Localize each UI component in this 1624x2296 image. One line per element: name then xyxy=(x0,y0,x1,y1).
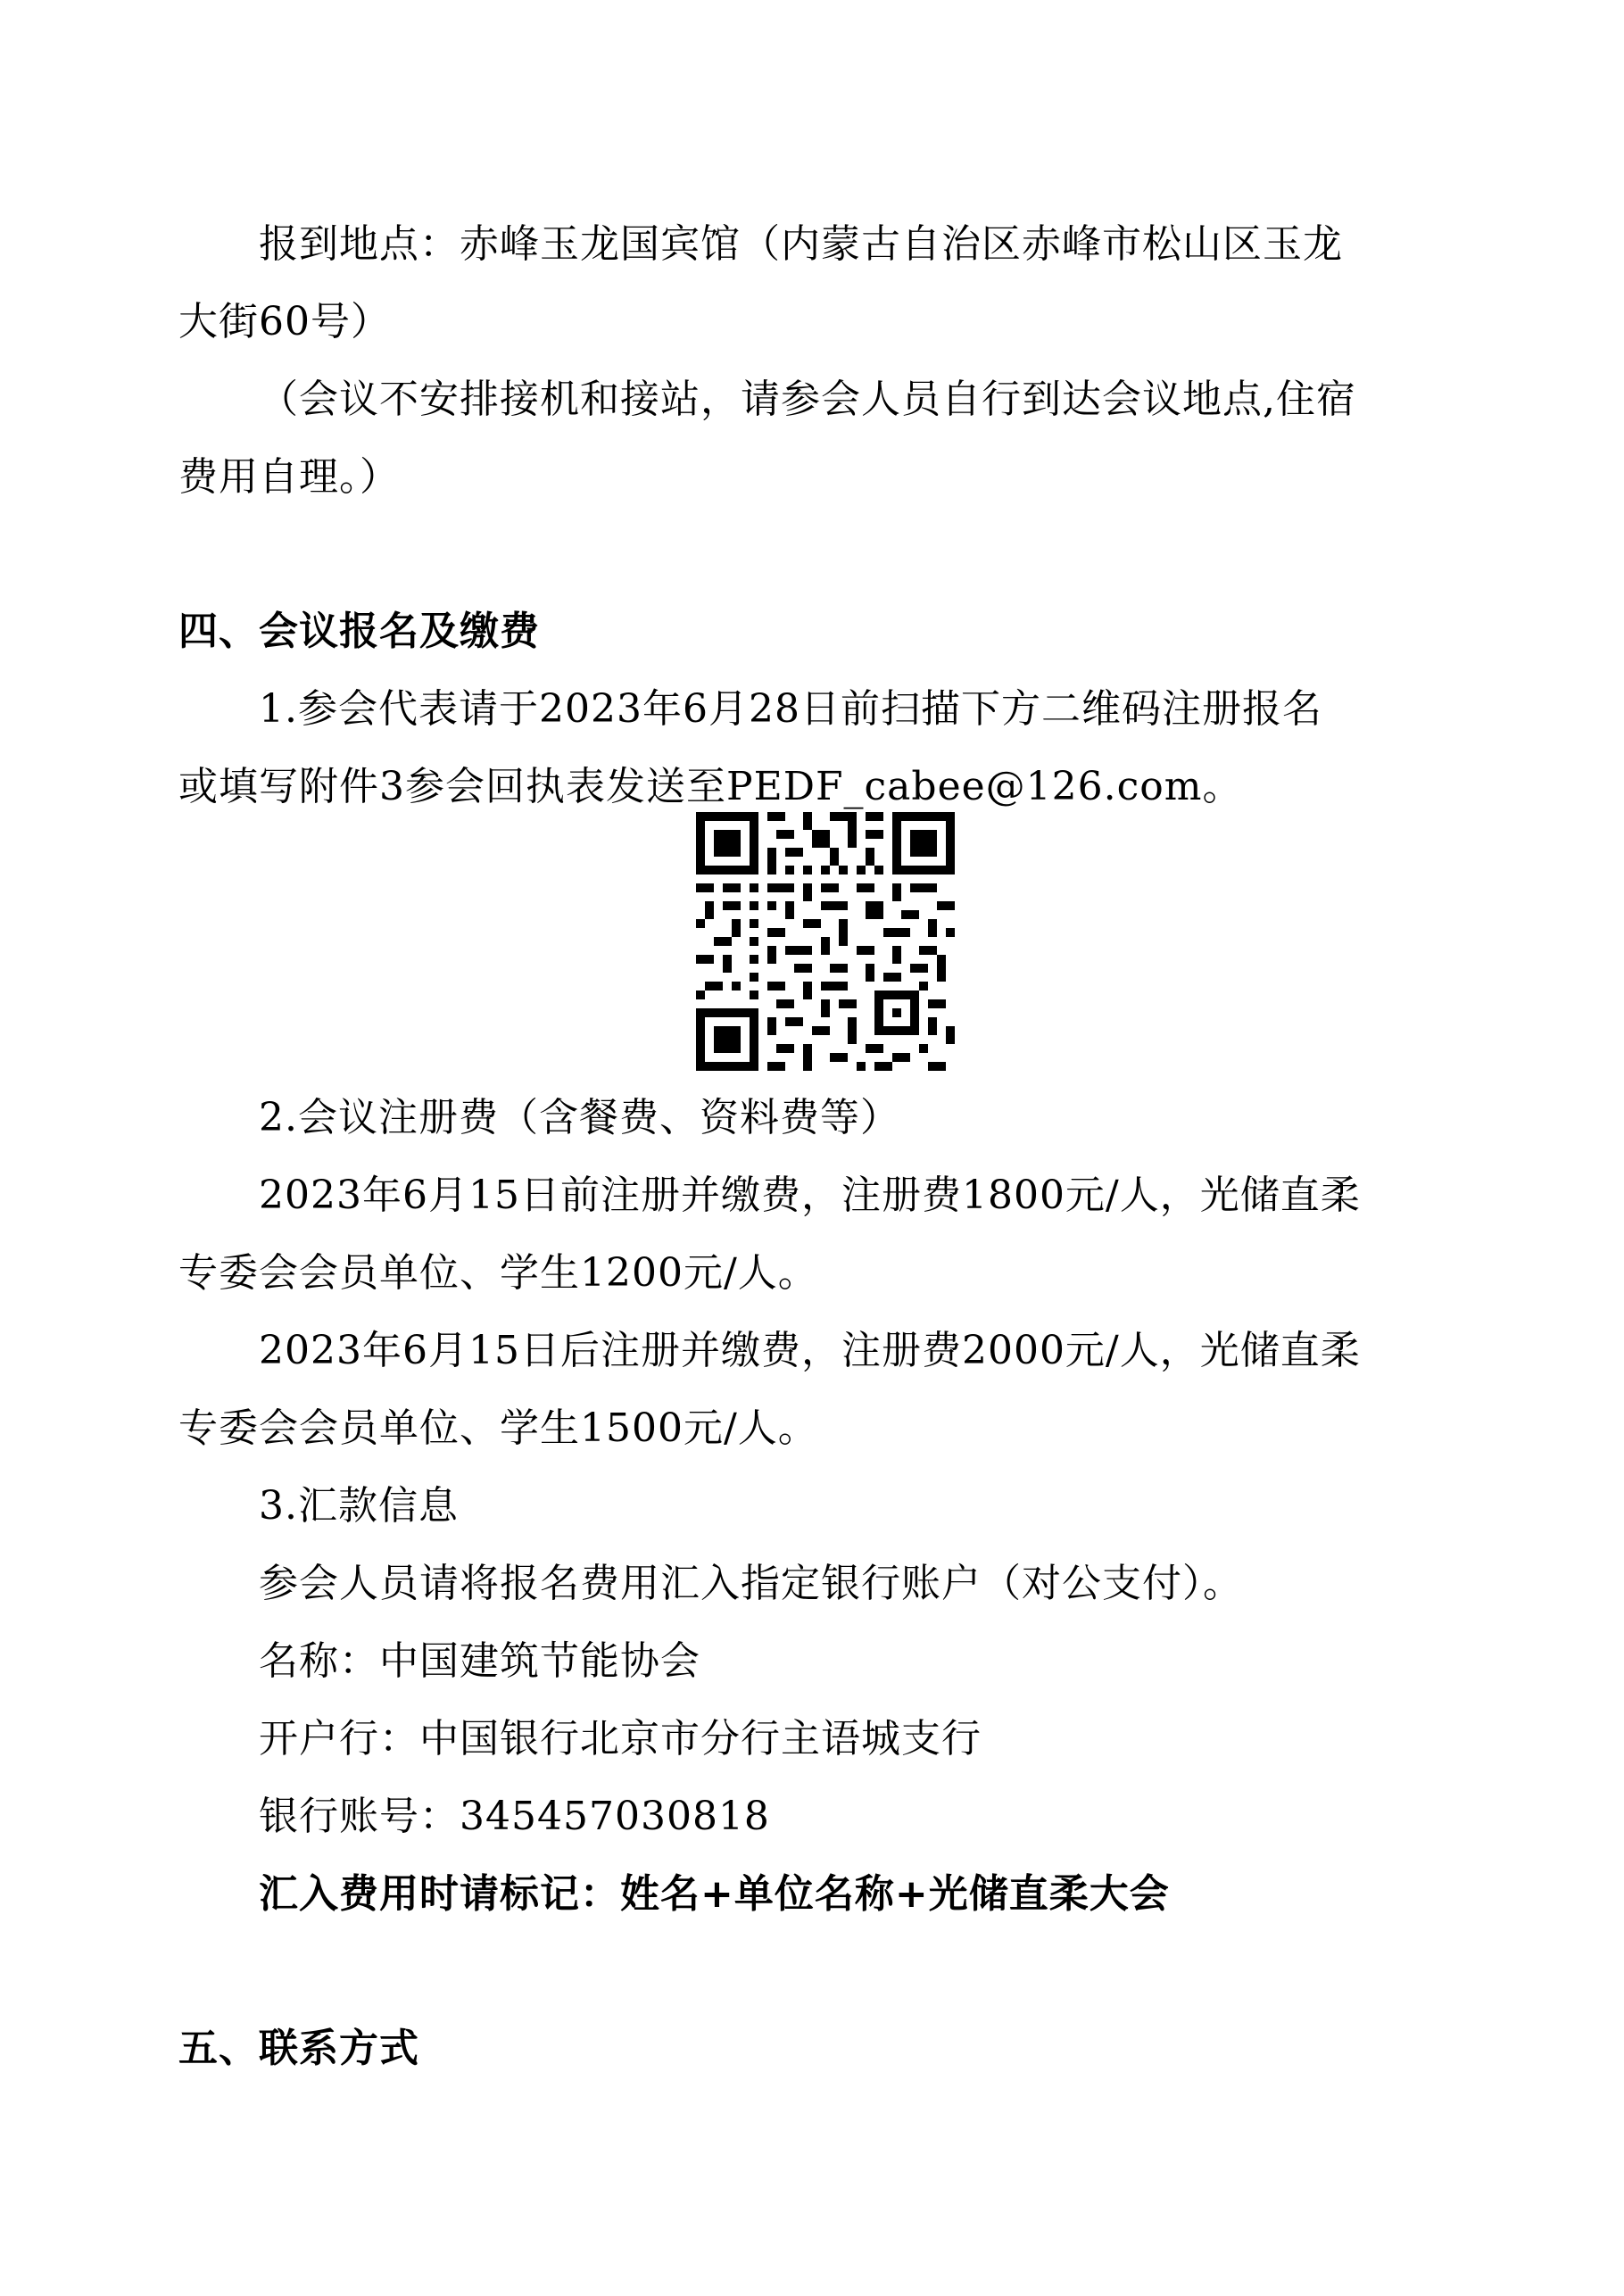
section-heading-registration: 四、会议报名及缴费 xyxy=(178,609,540,654)
registration-item3-title: 3.汇款信息 xyxy=(259,1483,459,1529)
registration-item2-title: 2.会议注册费（含餐费、资料费等） xyxy=(259,1095,900,1140)
checkin-location-line2: 大街60号） xyxy=(178,299,391,344)
remittance-remark: 汇入费用时请标记：姓名+单位名称+光储直柔大会 xyxy=(259,1871,1170,1917)
checkin-location-line1: 报到地点：赤峰玉龙国宾馆（内蒙古自治区赤峰市松山区玉龙 xyxy=(259,221,1343,267)
late-fee-line2: 专委会会员单位、学生1500元/人。 xyxy=(178,1405,818,1451)
transport-note-line1: （会议不安排接机和接站，请参会人员自行到达会议地点,住宿 xyxy=(259,377,1356,422)
qr-code-icon xyxy=(696,812,955,1071)
section-heading-contact: 五、联系方式 xyxy=(178,2026,419,2071)
early-fee-line1: 2023年6月15日前注册并缴费，注册费1800元/人，光储直柔 xyxy=(259,1173,1361,1218)
late-fee-line1: 2023年6月15日后注册并缴费，注册费2000元/人，光储直柔 xyxy=(259,1328,1361,1373)
registration-item1-line1: 1.参会代表请于2023年6月28日前扫描下方二维码注册报名 xyxy=(259,686,1322,732)
remittance-intro: 参会人员请将报名费用汇入指定银行账户（对公支付）。 xyxy=(259,1561,1243,1606)
registration-item1-line2: 或填写附件3参会回执表发送至PEDF_cabee@126.com。 xyxy=(178,764,1243,809)
account-name: 名称：中国建筑节能协会 xyxy=(259,1638,700,1684)
transport-note-line2: 费用自理。） xyxy=(178,454,400,500)
bank-branch: 开户行：中国银行北京市分行主语城支行 xyxy=(259,1716,982,1761)
bank-account-number: 银行账号：345457030818 xyxy=(259,1794,770,1839)
early-fee-line2: 专委会会员单位、学生1200元/人。 xyxy=(178,1250,818,1296)
